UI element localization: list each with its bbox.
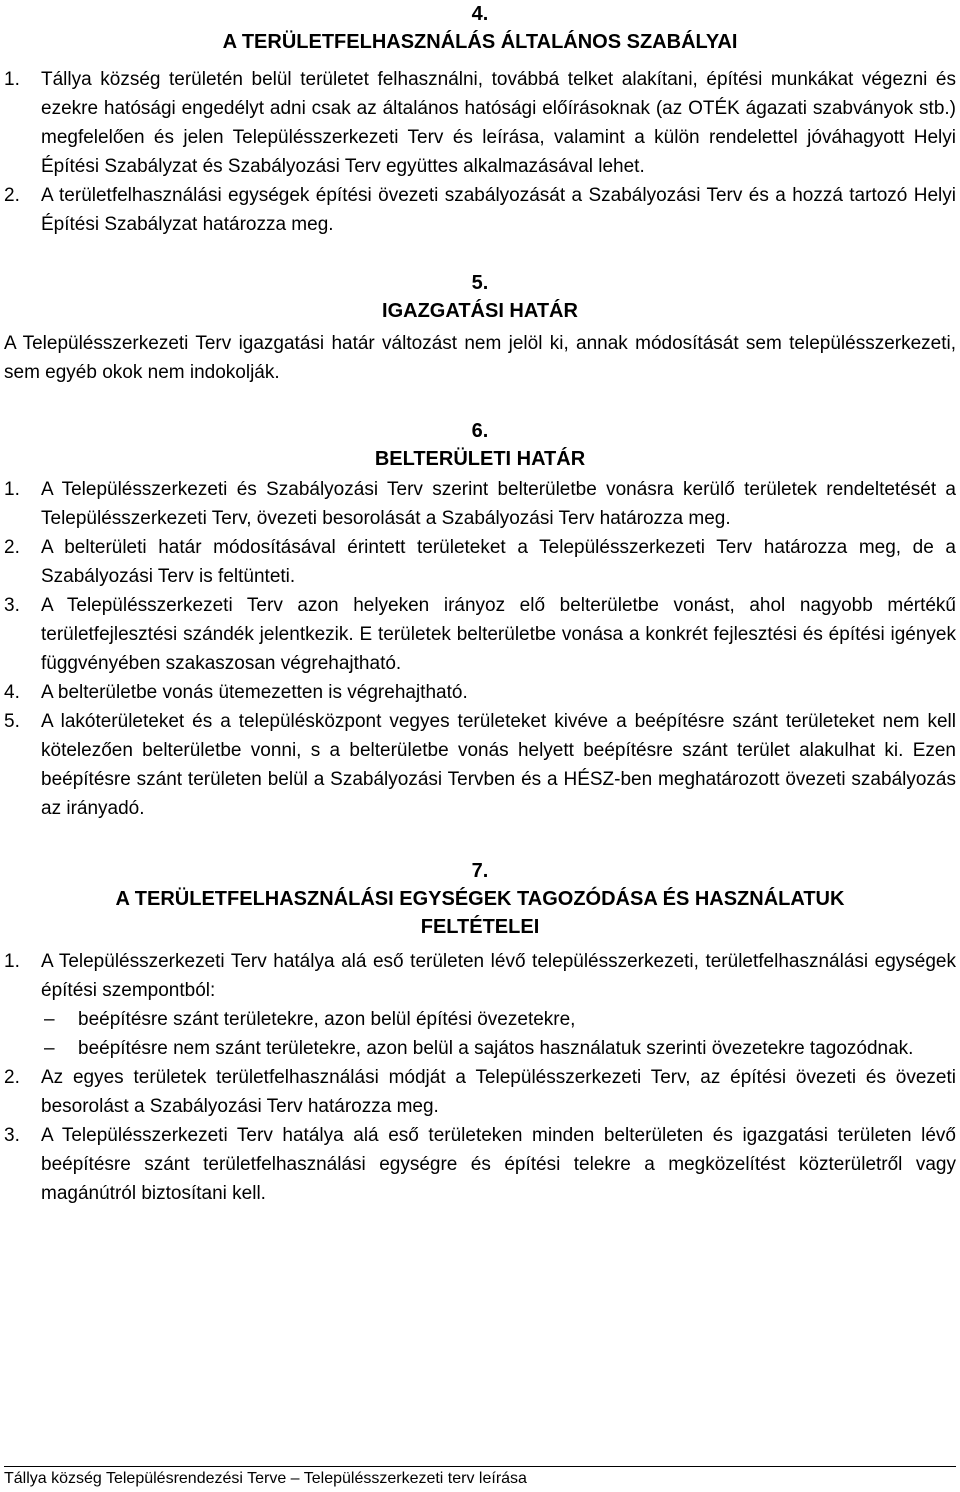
section-6-heading [4,417,956,473]
list-item [4,707,956,823]
document-page [4,0,956,1208]
item-text: A területfelhasználási egységek építési övezeti szabályozását a Szabályozási Terv és a hozzá tartozó Helyi Építési Szabályzat határozza meg. [41,185,956,235]
section-number: 5. [471,272,489,294]
page-footer: Tállya község Településrendezési Terve – Településszerkezeti terv leírása [4,1466,956,1489]
bullet-item [4,1005,956,1034]
section-4-heading [4,0,956,56]
section-title: IGAZGATÁSI HATÁR [382,300,578,322]
section-title: A TERÜLETFELHASZNÁLÁSI EGYSÉGEK TAGOZÓDÁSA ÉS HASZNÁLATUK [115,888,845,910]
item-number: 2. [4,537,20,558]
dash-bullet: – [44,1038,55,1059]
item-text: A belterületbe vonás ütemezetten is végrehajtható. [41,682,468,703]
item-text: A Településszerkezeti Terv hatálya alá eső területen lévő településszerkezeti, területfelhasználási egységek építési szempontból: [41,951,956,1001]
item-text: A Településszerkezeti és Szabályozási Terv szerint belterületbe vonásra kerülő területek rendeltetését a Településszerkezeti Terv, övezeti besorolását a Szabályozási Terv határozza meg. [41,479,956,529]
section-number: 4. [471,3,489,25]
item-text: A Településszerkezeti Terv azon helyeken irányoz elő belterületbe vonást, ahol nagyobb mértékű területfejlesztési szándék jelentkezik. E területek belterületbe vonása a konkrét fejlesztési és építési igények függvényében szakaszosan végrehajtható. [41,595,956,674]
list-item [4,1063,956,1121]
item-number: 2. [4,185,20,206]
item-number: 5. [4,711,20,732]
list-item [4,65,956,181]
section-5-heading [4,269,956,325]
item-number: 1. [4,951,20,972]
item-text: Az egyes területek területfelhasználási módját a Településszerkezeti Terv, az építési övezeti és övezeti besorolást a Szabályozási Terv határozza meg. [41,1067,956,1117]
list-item [4,591,956,678]
section-5-paragraph: A Településszerkezeti Terv igazgatási határ változást nem jelöl ki, annak módosítását sem településszerkezeti, sem egyéb okok nem indokolják. [4,333,956,383]
section-number: 6. [471,420,489,442]
item-number: 1. [4,69,20,90]
section-7-heading [4,857,956,941]
bullet-text: beépítésre szánt területekre, azon belül építési övezetekre, [78,1009,576,1030]
item-number: 4. [4,682,20,703]
section-title: BELTERÜLETI HATÁR [374,448,586,470]
bullet-item [4,1034,956,1063]
item-number: 2. [4,1067,20,1088]
item-text: A belterületi határ módosításával érintett területeket a Településszerkezeti Terv határozza meg, de a Szabályozási Terv is feltünteti. [41,537,956,587]
list-item [4,1121,956,1208]
item-number: 3. [4,1125,20,1146]
item-text: Tállya község területén belül területet felhasználni, továbbá telket alakítani, építési munkákat végezni és ezekre hatósági engedélyt adni csak az általános hatósági előírásoknak (az OTÉK ágazati szabványok stb.) megfelelően és jelen Településszerkezeti Terv és leírása, valamint a külön rendelettel jóváhagyott Helyi Építési Szabályzat és Szabályozási Terv együttes alkalmazásával lehet. [41,69,956,177]
list-item [4,475,956,533]
item-number: 1. [4,479,20,500]
section-title-continued: FELTÉTELEI [420,916,540,938]
item-text: A lakóterületeket és a településközpont vegyes területeket kivéve a beépítésre szánt területeket nem kell kötelezően belterületbe vonni, s a belterületbe vonás helyett beépítésre szánt terület alakulhat ki. Ezen beépítésre szánt területen belül a Szabályozási Tervben és a HÉSZ-ben meghatározott övezeti szabályozás az irányadó. [41,711,956,819]
list-item [4,533,956,591]
item-number: 3. [4,595,20,616]
list-item [4,181,956,239]
item-text: A Településszerkezeti Terv hatálya alá eső területeken minden belterületen és igazgatási területen lévő beépítésre szánt területfelhasználási egységre és építési telekre a megközelítést közterületről vagy magánútról biztosítani kell. [41,1125,956,1204]
bullet-text: beépítésre nem szánt területekre, azon belül a sajátos használatuk szerinti övezetekre tagozódnak. [78,1038,914,1059]
dash-bullet: – [44,1009,55,1030]
list-item [4,947,956,1005]
section-number: 7. [471,860,489,882]
section-title: A TERÜLETFELHASZNÁLÁS ÁLTALÁNOS SZABÁLYAI [222,31,738,53]
list-item [4,678,956,707]
